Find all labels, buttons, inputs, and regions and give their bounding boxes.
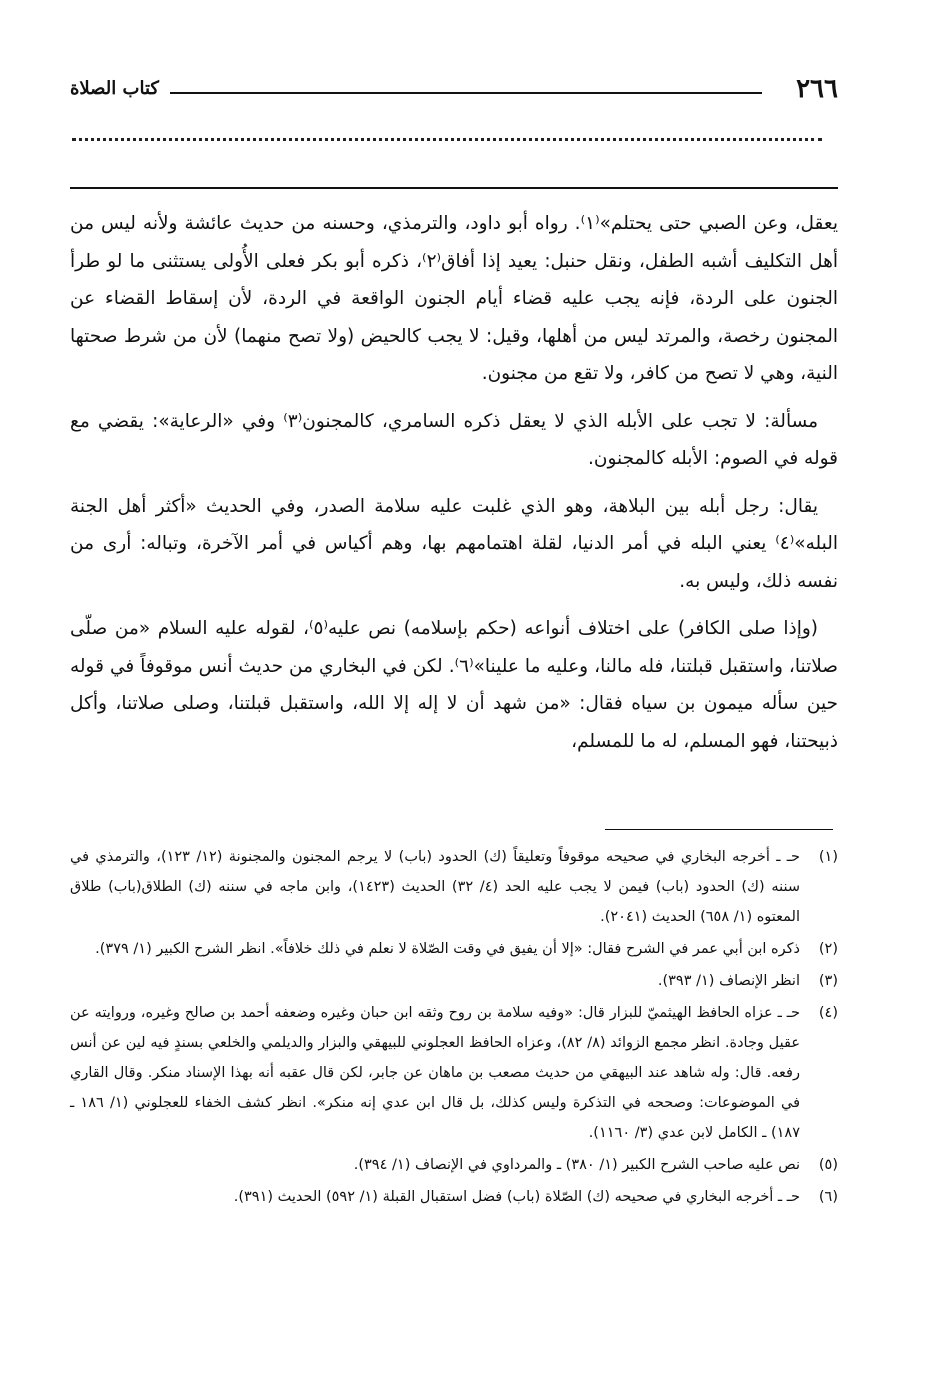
footnote-text: انظر الإنصاف (١/ ٣٩٣). bbox=[657, 973, 800, 989]
footnote-number: (٤) bbox=[818, 1005, 838, 1021]
footnote-text: نص عليه صاحب الشرح الكبير (١/ ٣٨٠) ـ والمرداوي في الإنصاف (١/ ٣٩٤). bbox=[353, 1157, 800, 1173]
footnote-item bbox=[70, 842, 838, 932]
main-text bbox=[70, 205, 838, 770]
dotted-separator bbox=[72, 138, 822, 155]
header-rule bbox=[170, 92, 762, 94]
paragraph-3: يقال: رجل أبله بين البلاهة، وهو الذي غلبت عليه سلامة الصدر، وفي الحديث «أكثر أهل الجنة البله»⁽٤⁾ يعني البله في أمر الدنيا، لقلة اهتمامهم بها، وهم أكياس في أمر الآخرة، وتباله: أرى من نفسه ذلك، وليس به. bbox=[70, 495, 838, 592]
footnote-number: (٥) bbox=[818, 1157, 838, 1173]
running-header bbox=[70, 72, 838, 106]
footnote-number: (٦) bbox=[818, 1189, 838, 1205]
top-rule bbox=[70, 187, 838, 189]
page-number: ٢٦٦ bbox=[796, 74, 838, 104]
footnote-text: ذكره ابن أبي عمر في الشرح فقال: «إلا أن يفيق في وقت الصّلاة لا نعلم في ذلك خلافاً». انظر الشرح الكبير (١/ ٣٧٩). bbox=[95, 941, 800, 957]
header-title: كتاب الصلاة bbox=[70, 78, 159, 99]
footnote-item bbox=[70, 966, 838, 996]
paragraph-4: (وإذا صلى الكافر) على اختلاف أنواعه (حكم بإسلامه) نص عليه⁽٥⁾، لقوله عليه السلام «من صلّى صلاتنا، واستقبل قبلتنا، فله مالنا، وعليه ما علينا»⁽٦⁾. لكن في البخاري من حديث أنس موقوفاً في قوله حين سأله ميمون بن سياه فقال: «من شهد أن لا إله إلا الله، واستقبل قبلتنا، وصلى صلاتنا، وأكل ذبيحتنا، فهو المسلم، له ما للمسلم، bbox=[70, 618, 839, 752]
footnote-text: حـ ـ أخرجه البخاري في صحيحه موقوفاً وتعليقاً (ك) الحدود (باب) لا يرجم المجنون والمجنونة (١٢/ ١٢٣)، والترمذي في سننه (ك) الحدود (باب) فيمن لا يجب عليه الحد (٤/ ٣٢) الحديث (١٤٢٣)، وابن ماجه في سننه (ك) الطلاق(باب) طلاق المعتوه (١/ ٦٥٨) الحديث (٢٠٤١). bbox=[70, 849, 801, 925]
footnote-item bbox=[70, 998, 838, 1148]
footnotes bbox=[70, 842, 838, 1214]
footnote-item bbox=[70, 934, 838, 964]
footnote-number: (١) bbox=[818, 849, 838, 865]
footnote-text: حـ ـ أخرجه البخاري في صحيحه (ك) الصّلاة (باب) فضل استقبال القبلة (١/ ٥٩٢) الحديث (٣٩١). bbox=[233, 1189, 800, 1205]
footnote-rule bbox=[605, 829, 833, 830]
footnote-number: (٣) bbox=[818, 973, 838, 989]
paragraph-2: مسألة: لا تجب على الأبله الذي لا يعقل ذكره السامري، كالمجنون⁽٣⁾ وفي «الرعاية»: يقضي مع قوله في الصوم: الأبله كالمجنون. bbox=[70, 410, 838, 469]
footnote-text: حـ ـ عزاه الحافظ الهيثميّ للبزار قال: «وفيه سلامة بن روح وثقه ابن حبان وغيره وضعفه أحمد بن صالح وغيره، وروايته عن عقيل وجادة. انظر مجمع الزوائد (٨/ ٨٢)، وعزاه الحافظ العجلوني للبيهقي والبزار والديلمي والخلعي بسندٍ فيه لين عن أنس رفعه. قال: وله شاهد عند البيهقي من حديث مصعب بن ماهان عن جابر، لكن قال عقبه أنه بهذا الإسناد منكر. وقال القاري في الموضوعات: وصححه في التذكرة وليس كذلك، بل قال ابن عدي إنه منكر». انظر كشف الخفاء للعجلوني (١/ ١٨٦ ـ ١٨٧) ـ الكامل لابن عدي (٣/ ١١٦٠). bbox=[70, 1005, 801, 1141]
footnote-number: (٢) bbox=[818, 941, 838, 957]
paragraph-1: يعقل، وعن الصبي حتى يحتلم»⁽١⁾. رواه أبو داود، والترمذي، وحسنه من حديث عائشة ولأنه ليس من أهل التكليف أشبه الطفل، ونقل حنبل: يعيد إذا أفاق⁽٢⁾، ذكره أبو بكر فعلى الأُولى يستثنى ما لو طرأ الجنون على الردة، فإنه يجب عليه قضاء أيام الجنون الواقعة في الردة، لأن إسقاط القضاء عن المجنون رخصة، والمرتد ليس من أهلها، وقيل: لا يجب كالحيض (ولا تصح منهما) لأن من شرط صحتها النية، وهي لا تصح من كافر، ولا تقع من مجنون. bbox=[70, 213, 838, 384]
footnote-item bbox=[70, 1150, 838, 1180]
footnote-item bbox=[70, 1182, 838, 1212]
